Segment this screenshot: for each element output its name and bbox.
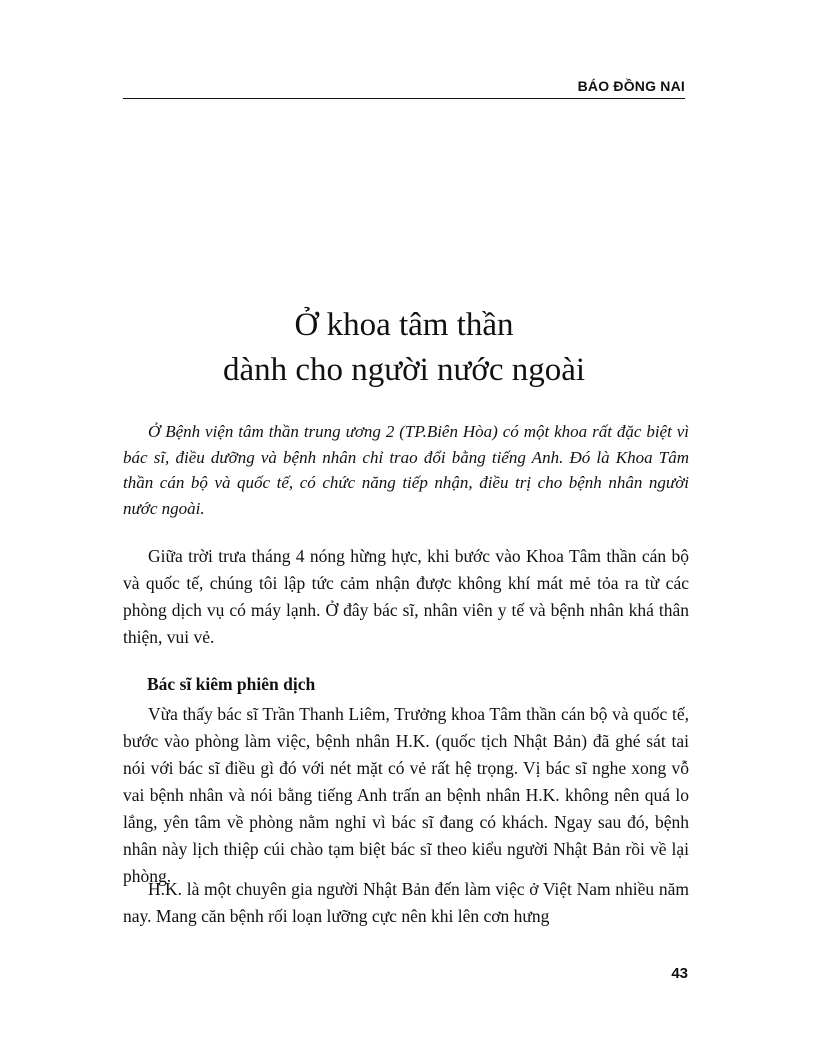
body-paragraph-3: H.K. là một chuyên gia người Nhật Bản đến làm việc ở Việt Nam nhiều năm nay. Mang căn bệnh rối loạn lưỡng cực nên khi lên cơn hưng (123, 879, 689, 926)
page-number: 43 (671, 965, 688, 982)
article-title (123, 303, 685, 393)
title-line-1: Ở khoa tâm thần (294, 307, 514, 343)
article-lead: Ở Bệnh viện tâm thần trung ương 2 (TP.Biên Hòa) có một khoa rất đặc biệt vì bác sĩ, điều dưỡng và bệnh nhân chỉ trao đổi bằng tiếng Anh. Đó là Khoa Tâm thần cán bộ và quốc tế, có chức năng tiếp nhận, điều trị cho bệnh nhân người nước ngoài. (123, 422, 689, 518)
body-paragraph-2: Vừa thấy bác sĩ Trần Thanh Liêm, Trưởng khoa Tâm thần cán bộ và quốc tế, bước vào phòng làm việc, bệnh nhân H.K. (quốc tịch Nhật Bản) đã ghé sát tai nói với bác sĩ điều gì đó với nét mặt có vẻ rất hệ trọng. Vị bác sĩ nghe xong vỗ vai bệnh nhân và nói bằng tiếng Anh trấn an bệnh nhân H.K. không nên quá lo lắng, yên tâm về phòng nằm nghỉ vì bác sĩ đang có khách. Ngay sau đó, bệnh nhân này lịch thiệp cúi chào tạm biệt bác sĩ theo kiểu người Nhật Bản rồi về lại phòng. (123, 704, 689, 886)
title-line-2: dành cho người nước ngoài (222, 352, 586, 388)
running-header (123, 78, 685, 99)
body-paragraph-1: Giữa trời trưa tháng 4 nóng hừng hực, khi bước vào Khoa Tâm thần cán bộ và quốc tế, chúng tôi lập tức cảm nhận được không khí mát mẻ tỏa ra từ các phòng dịch vụ có máy lạnh. Ở đây bác sĩ, nhân viên y tế và bệnh nhân khá thân thiện, vui vẻ. (123, 546, 689, 647)
section-subheading: Bác sĩ kiêm phiên dịch (147, 674, 316, 694)
publication-name: BÁO ĐỒNG NAI (577, 78, 685, 94)
